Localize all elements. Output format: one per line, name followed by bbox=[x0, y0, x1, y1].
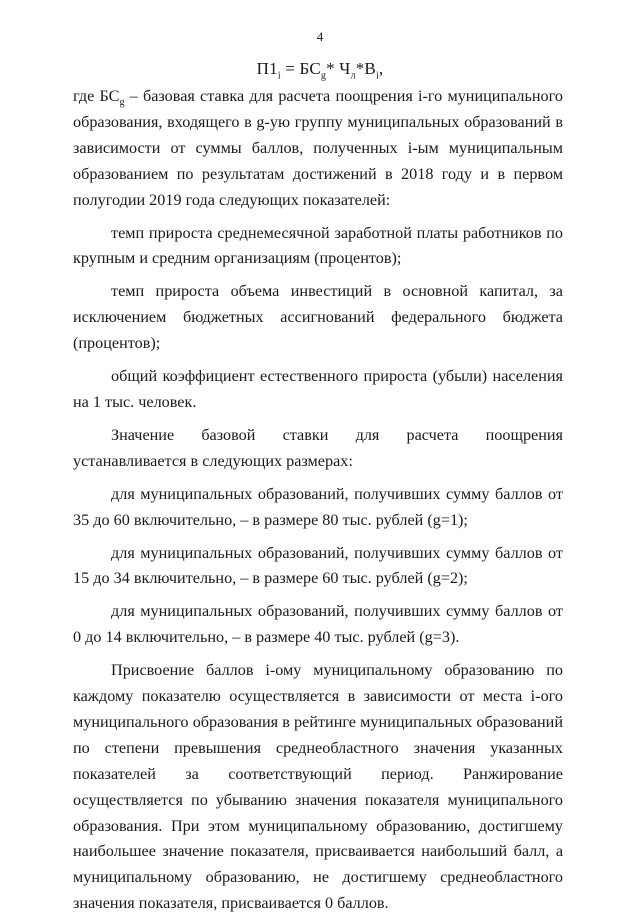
formula-mult1: * Ч bbox=[326, 59, 351, 78]
formula-lhs: П1 bbox=[256, 59, 278, 78]
formula bbox=[0, 59, 640, 81]
formula-lhs-sub: i bbox=[277, 70, 281, 82]
page-number: 4 bbox=[316, 29, 324, 44]
body-text bbox=[73, 84, 563, 917]
paragraph-definition-sub: g bbox=[119, 97, 125, 109]
paragraph-indicator-investment: темп прироста объема инвестиций в основной капитал, за исключением бюджетных ассигнований федерального бюджета (процентов); bbox=[73, 282, 563, 353]
paragraph-base-rate: Значение базовой ставки для расчета поощрения устанавливается в следующих размерах: bbox=[73, 425, 563, 470]
paragraph-indicator-wages: темп прироста среднемесячной заработной платы работников по крупным и средним организациям (процентов); bbox=[73, 223, 563, 268]
paragraph-group-1: для муниципальных образований, получивших сумму баллов от 35 до 60 включительно, – в размере 80 тыс. рублей (g=1); bbox=[73, 484, 563, 529]
formula-bc: БС bbox=[299, 59, 321, 78]
paragraph-group-2: для муниципальных образований, получивших сумму баллов от 15 до 34 включительно, – в размере 60 тыс. рублей (g=2); bbox=[73, 543, 563, 588]
paragraph-scoring: Присвоение баллов i-ому муниципальному образованию по каждому показателю осуществляется в зависимости от места i-ого муниципального образования в рейтинге муниципальных образований по степени превышения среднеобластного значения указанных показателей за соответствующий период. Ранжирование осуществляется по убыванию значения показателя муниципального образования. При этом муниципальному образованию, достигшему наибольшее значение показателя, присваивается наибольший балл, а муниципальному образованию, не достигшему среднеобластного значения показателя, присваивается 0 баллов. bbox=[73, 661, 563, 913]
formula-bc-sub: g bbox=[320, 70, 327, 82]
formula-b-sub: i bbox=[375, 70, 379, 82]
formula-mult2: *В bbox=[355, 59, 376, 78]
formula-equals: = bbox=[280, 59, 300, 78]
formula-ch-sub: л bbox=[350, 70, 356, 82]
paragraph-group-3: для муниципальных образований, получивших сумму баллов от 0 до 14 включительно, – в размере 40 тыс. рублей (g=3). bbox=[73, 602, 563, 647]
paragraph-definition bbox=[73, 84, 563, 214]
paragraph-definition-start: где БС bbox=[73, 87, 120, 105]
paragraph-definition-rest: – базовая ставка для расчета поощрения i-го муниципального образования, входящего в g-ую группу муниципальных образований в зависимости от суммы баллов, полученных i-ым муниципальным образованием по результатам достижений в 2018 году и в первом полугодии 2019 года следующих показателей: bbox=[73, 87, 563, 209]
paragraph-indicator-population: общий коэффициент естественного прироста (убыли) населения на 1 тыс. человек. bbox=[73, 367, 563, 411]
formula-trail: , bbox=[378, 59, 384, 78]
